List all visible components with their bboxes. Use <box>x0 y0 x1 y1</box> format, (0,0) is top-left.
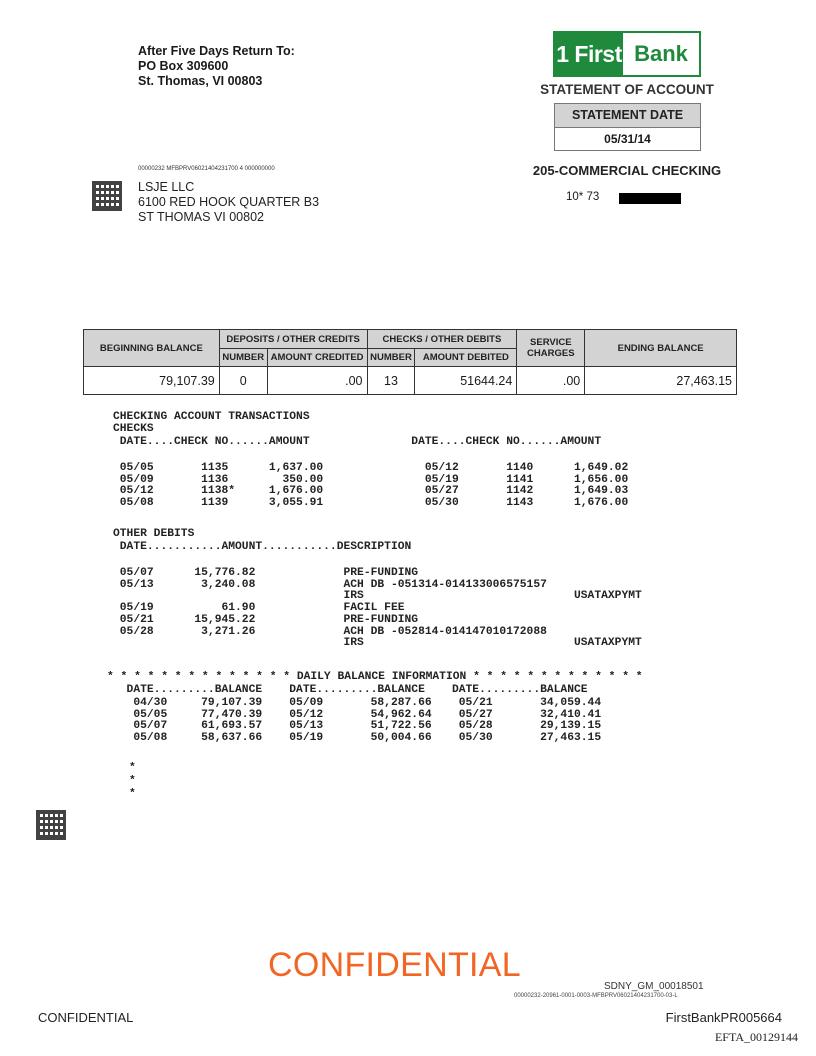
daily-balance-column-header: DATE.........BALANCE DATE.........BALANCE DATE.........BALANCE <box>113 684 588 696</box>
transactions-heading: CHECKING ACCOUNT TRANSACTIONS <box>113 411 310 423</box>
firstbank-logo <box>553 31 701 77</box>
other-debits-heading: OTHER DEBITS <box>113 528 195 540</box>
confidential-stamp: CONFIDENTIAL <box>268 946 521 984</box>
star-marker: * <box>129 775 136 787</box>
other-debits-column-header: DATE...........AMOUNT...........DESCRIPTION <box>113 541 412 553</box>
list-item: 05/21 15,945.22 PRE-FUNDING <box>113 613 419 626</box>
list-item: 05/08 1139 3,055.91 05/30 1143 1,676.00 <box>113 497 629 510</box>
ending-balance-value: 27,463.15 <box>585 367 737 395</box>
list-item: 05/05 1135 1,637.00 05/12 1140 1,649.02 <box>113 462 629 474</box>
daily-balance-heading: * * * * * * * * * * * * * * DAILY BALANCE INFORMATION * * * * * * * * * * * * * <box>107 671 643 683</box>
redaction-bar <box>619 193 681 204</box>
daily-balance-list <box>113 698 601 745</box>
header-deposits-number: NUMBER <box>219 349 267 367</box>
list-item: 05/12 1138* 1,676.00 05/27 1142 1,649.03 <box>113 485 629 498</box>
statement-date-box <box>554 103 701 151</box>
list-item: 05/08 58,637.66 05/19 50,004.66 05/30 27,463.15 <box>113 732 602 745</box>
customer-name: LSJE LLC <box>138 180 195 194</box>
confidential-label: CONFIDENTIAL <box>38 1010 134 1025</box>
header-service-charges: SERVICE CHARGES <box>517 330 585 367</box>
beginning-balance-value: 79,107.39 <box>84 367 220 395</box>
header-beginning-balance: BEGINNING BALANCE <box>84 330 220 367</box>
star-marker: * <box>129 762 136 774</box>
header-deposits: DEPOSITS / OTHER CREDITS <box>219 330 367 349</box>
logo-bank-text: Bank <box>623 33 699 75</box>
document-code: 00000232-20961-0001-0003-MFBPRV06021404231700-03-L <box>514 993 678 999</box>
return-line-2: PO Box 309600 <box>138 59 229 73</box>
return-address <box>138 44 295 89</box>
logo-first-text: 1 First <box>556 41 622 67</box>
end-markers <box>129 762 136 801</box>
list-item: 05/07 61,693.57 05/13 51,722.56 05/28 29,139.15 <box>113 720 602 733</box>
account-type: 205-COMMERCIAL CHECKING <box>532 163 722 178</box>
account-summary-table <box>83 329 737 395</box>
checks-heading: CHECKS <box>113 423 154 435</box>
mail-code: 00000232 MFBPRV06021404231700 4 000000000 <box>138 166 275 172</box>
list-item: 05/07 15,776.82 PRE-FUNDING <box>113 567 419 579</box>
other-debits-list <box>113 568 642 650</box>
return-line-3: St. Thomas, VI 00803 <box>138 74 263 88</box>
sdny-number: SDNY_GM_00018501 <box>604 981 704 992</box>
header-ending-balance: ENDING BALANCE <box>585 330 737 367</box>
list-item: 05/09 1136 350.00 05/19 1141 1,656.00 <box>113 473 629 486</box>
amount-credited-value: .00 <box>267 367 367 395</box>
customer-address <box>138 180 319 225</box>
header-amount-debited: AMOUNT DEBITED <box>415 349 517 367</box>
service-charges-value: .00 <box>517 367 585 395</box>
bates-number: FirstBankPR005664 <box>665 1010 782 1025</box>
account-number: 10* 73 <box>566 191 600 203</box>
star-marker: * <box>129 788 136 800</box>
list-item: 04/30 79,107.39 05/09 58,287.66 05/21 34,059.44 <box>113 697 602 709</box>
checks-list <box>113 463 628 510</box>
efta-number: EFTA_00129144 <box>714 1030 798 1044</box>
customer-city: ST THOMAS VI 00802 <box>138 210 264 224</box>
list-item: 05/19 61.90 FACIL FEE <box>113 602 405 615</box>
customer-street: 6100 RED HOOK QUARTER B3 <box>138 195 320 209</box>
return-line-1: After Five Days Return To: <box>138 44 295 58</box>
list-item: 05/05 77,470.39 05/12 54,962.64 05/27 32,410.41 <box>113 708 602 721</box>
checks-number-value: 13 <box>367 367 415 395</box>
barcode-icon <box>92 181 122 211</box>
checks-column-header: DATE....CHECK NO......AMOUNT DATE....CHECK NO......AMOUNT <box>113 436 602 448</box>
barcode-icon <box>36 810 66 840</box>
list-item: 05/13 3,240.08 ACH DB -051314-014133006575157 <box>113 578 547 591</box>
list-item: IRS USATAXPYMT <box>113 590 642 603</box>
amount-debited-value: 51644.24 <box>415 367 517 395</box>
header-checks: CHECKS / OTHER DEBITS <box>367 330 517 349</box>
deposits-number-value: 0 <box>219 367 267 395</box>
statement-title: STATEMENT OF ACCOUNT <box>540 82 714 97</box>
header-amount-credited: AMOUNT CREDITED <box>267 349 367 367</box>
statement-date-label: STATEMENT DATE <box>555 104 700 128</box>
list-item: 05/28 3,271.26 ACH DB -052814-014147010172088 <box>113 625 547 638</box>
statement-date: 05/31/14 <box>604 132 651 146</box>
header-checks-number: NUMBER <box>367 349 415 367</box>
list-item: IRS USATAXPYMT <box>113 637 642 650</box>
